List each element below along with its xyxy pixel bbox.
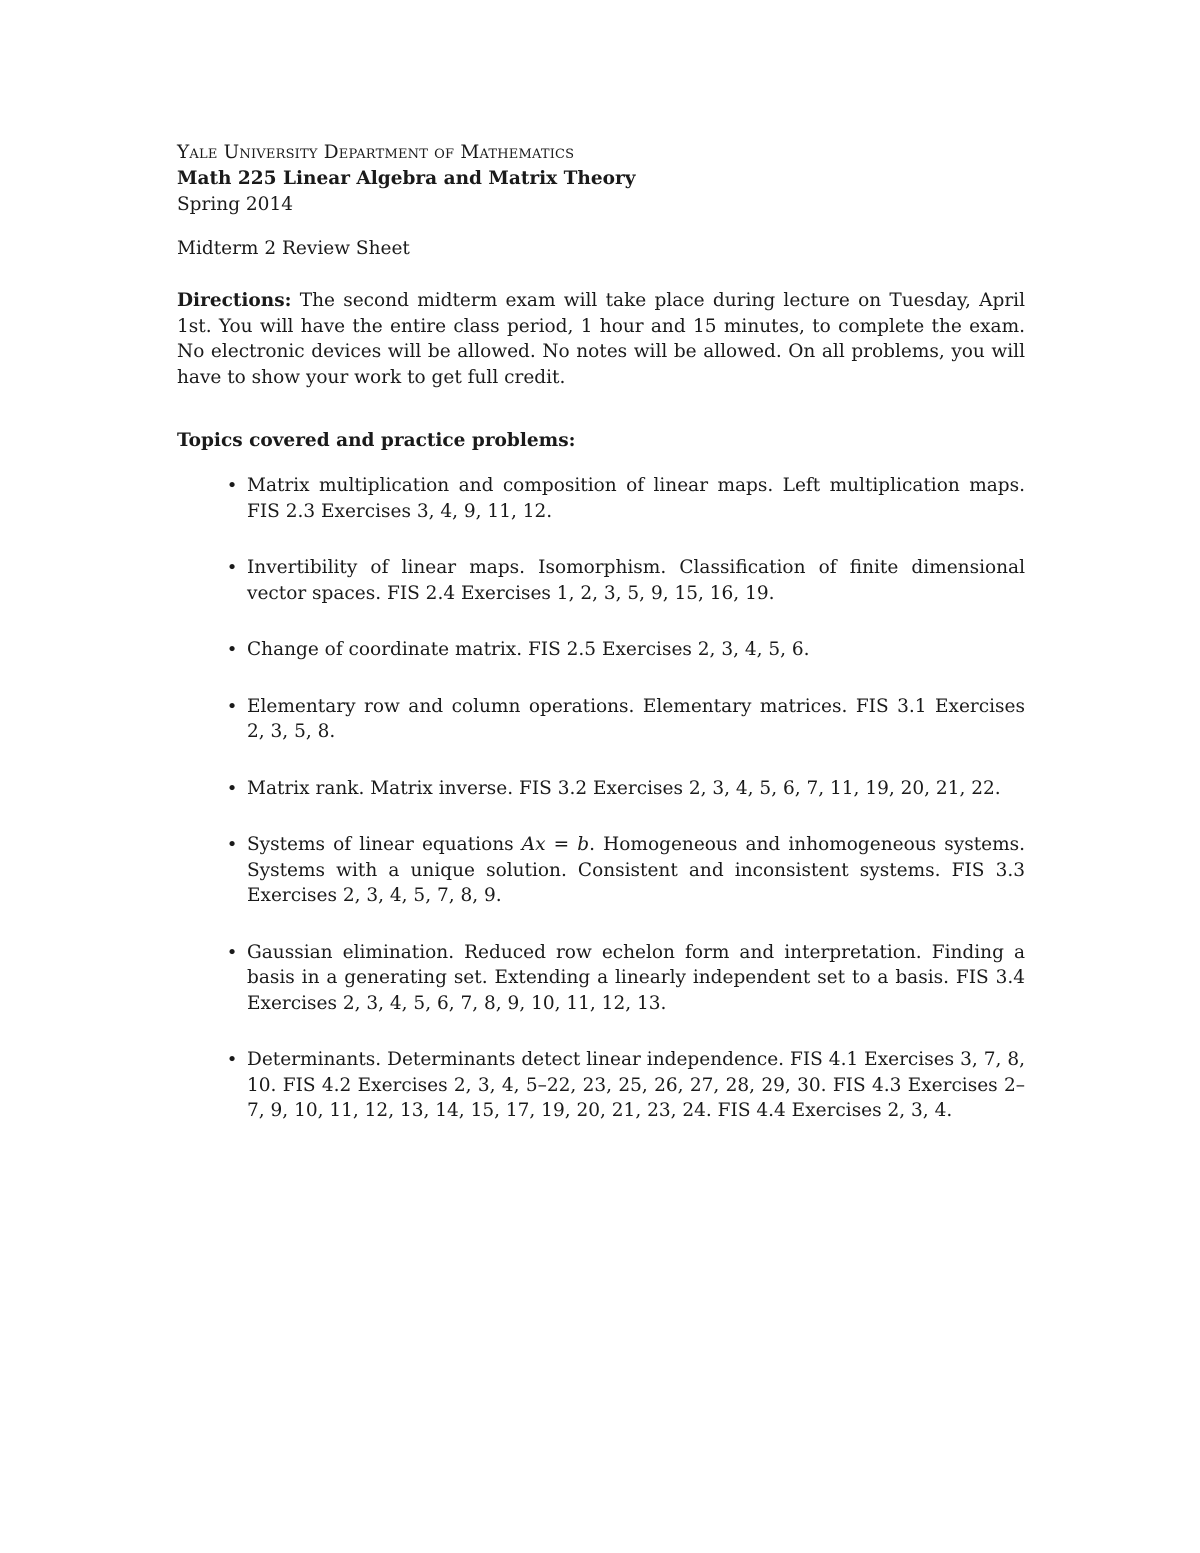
document-page: [177, 140, 1025, 1155]
bullet-icon: •: [226, 777, 238, 799]
topic-text: Determinants. Determinants detect linear independence. FIS 4.1 Exercises 3, 7, 8, 10. FIS 4.2 Exercises 2, 3, 4, 5–22, 23, 25, 26, 27, 28, 29, 30. FIS 4.3 Exercises 2–7, 9, 10, 11, 12, 13, 14, 15, 17, 19, 20, 21, 23, 24. FIS 4.4 Exercises 2, 3, 4.: [247, 1049, 1025, 1121]
course-title: Math 225 Linear Algebra and Matrix Theory: [177, 168, 636, 189]
directions-paragraph: [177, 288, 1025, 390]
bullet-icon: •: [226, 834, 238, 855]
directions-text: The second midterm exam will take place during lecture on Tuesday, April 1st. You will have the entire class period, 1 hour and 15 minutes, to complete the exam. No electronic devices will be allowed. No notes will be allowed. On all problems, you will have to show your work to get full credit.: [177, 290, 1025, 388]
bullet-icon: •: [226, 639, 238, 660]
topic-text-before: Systems of linear equations: [247, 834, 522, 855]
topic-text: Matrix rank. Matrix inverse. FIS 3.2 Exercises 2, 3, 4, 5, 6, 7, 11, 19, 20, 21, 22.: [247, 777, 1001, 799]
topic-text: Gaussian elimination. Reduced row echelon form and interpretation. Finding a basis in a generating set. Extending a linearly independent set to a basis. FIS 3.4 Exercises 2, 3, 4, 5, 6, 7, 8, 9, 10, 11, 12, 13.: [247, 941, 1025, 1014]
topics-list: [177, 473, 1025, 1124]
topic-text: Matrix multiplication and composition of linear maps. Left multiplication maps. FIS 2.3 Exercises 3, 4, 9, 11, 12.: [247, 475, 1025, 522]
term-label: Spring 2014: [177, 194, 293, 215]
topic-text-after: . Homogeneous and inhomogeneous systems. Systems with a unique solution. Consistent and inconsistent systems. FIS 3.3 Exercises 2, 3, 4, 5, 7, 8, 9.: [247, 834, 1025, 906]
bullet-icon: •: [226, 1049, 238, 1070]
topic-item: [177, 637, 1025, 663]
topic-item: [177, 694, 1025, 745]
topic-item: [177, 555, 1025, 606]
directions-label: Directions:: [177, 290, 292, 311]
bullet-icon: •: [226, 475, 238, 496]
topic-item: [177, 776, 1025, 802]
bullet-icon: •: [226, 557, 238, 578]
topic-item: [177, 940, 1025, 1017]
topic-text: Invertibility of linear maps. Isomorphism. Classification of finite dimensional vector spaces. FIS 2.4 Exercises 1, 2, 3, 5, 9, 15, 16, 19.: [247, 557, 1025, 604]
topic-text: Elementary row and column operations. Elementary matrices. FIS 3.1 Exercises 2, 3, 5, 8.: [247, 695, 1025, 742]
topic-item: [177, 473, 1025, 524]
topics-heading: Topics covered and practice problems:: [177, 430, 576, 451]
department-heading: Yale University Department of Mathematics: [177, 142, 575, 163]
bullet-icon: •: [226, 695, 238, 717]
math-equation: Ax = b: [521, 834, 590, 855]
topic-text: Change of coordinate matrix. FIS 2.5 Exercises 2, 3, 4, 5, 6.: [247, 639, 810, 660]
sheet-title: Midterm 2 Review Sheet: [177, 238, 410, 259]
topic-item: [177, 832, 1025, 909]
bullet-icon: •: [226, 941, 238, 963]
topic-item: [177, 1047, 1025, 1124]
